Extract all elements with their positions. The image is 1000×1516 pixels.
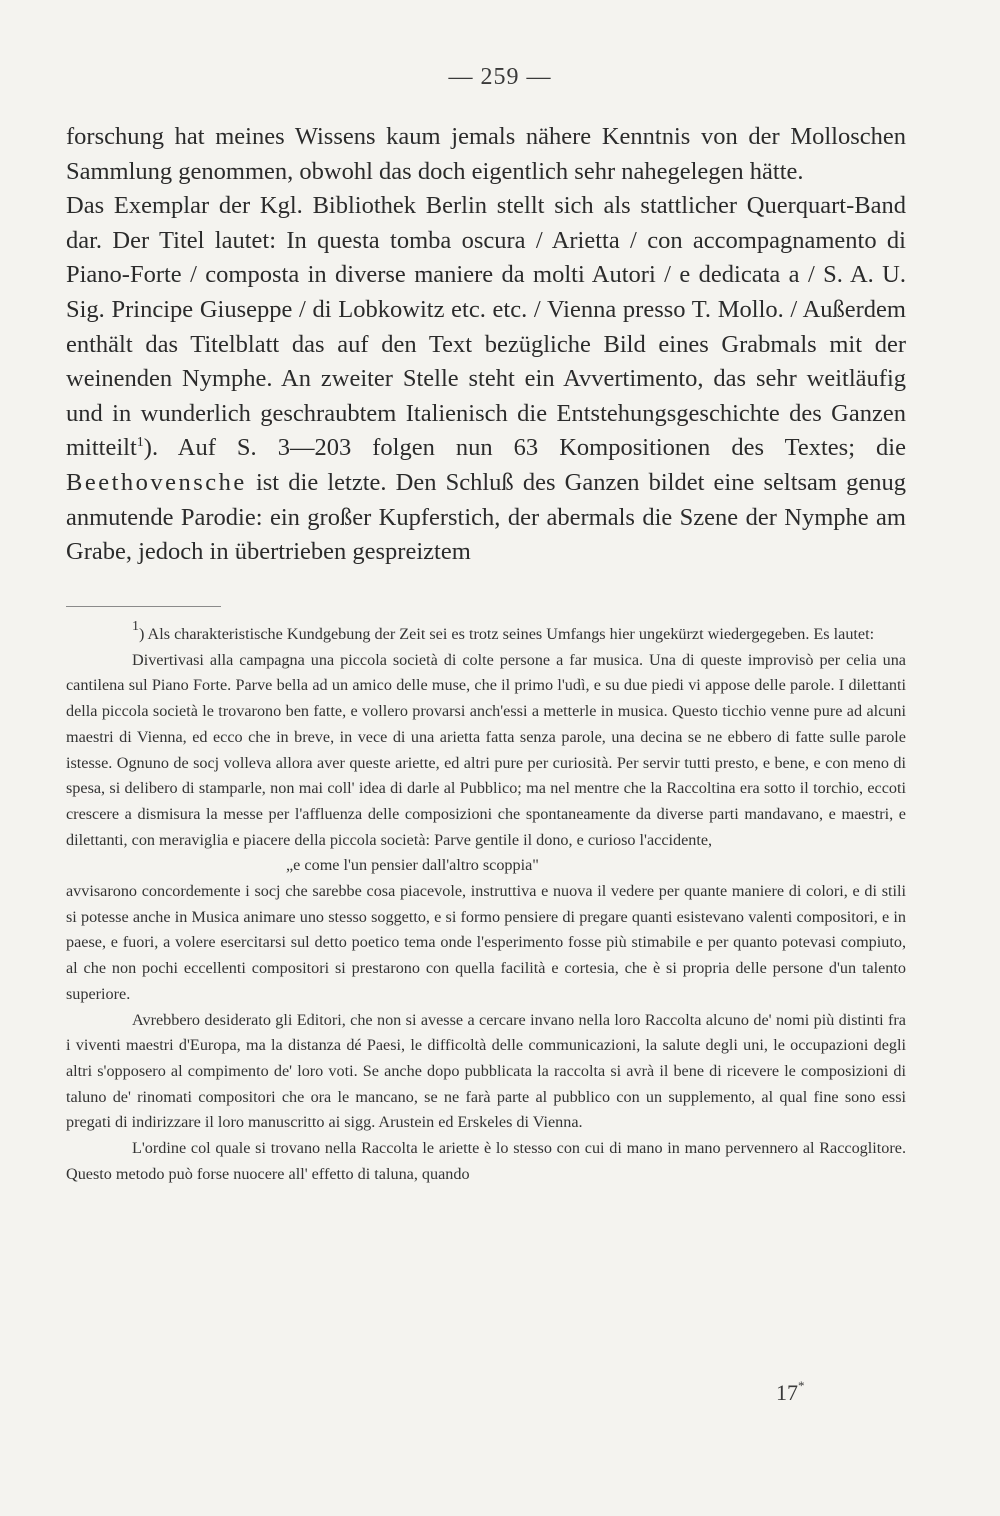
footnote-marker: 1 <box>132 619 139 634</box>
spaced-name: Beethovensche <box>66 468 247 496</box>
footnote-intro-text: ) Als charakteristische Kundgebung der Zeit sei es trotz seines Umfangs hier ungekürzt wiedergegeben. Es lautet: <box>139 625 875 643</box>
signature-star: * <box>798 1378 805 1393</box>
signature-mark <box>776 1380 805 1406</box>
paragraph-2-part-c: ist die letzte. Den Schluß des Ganzen bildet eine seltsam genug anmutende Parodie: ein großer Kupferstich, der abermals die Szene der Nymphe am Grabe, jedoch in übertrieben gespreiztem <box>66 468 906 566</box>
signature-number: 17 <box>776 1380 798 1405</box>
paragraph-1: forschung hat meines Wissens kaum jemals nähere Kenntnis von der Molloschen Sammlung genommen, obwohl das doch eigentlich sehr nahegelegen hätte. <box>66 123 906 185</box>
footnote-ref: 1 <box>136 435 144 451</box>
footnote-quote: „e come l'un pensier dall'altro scoppia" <box>286 856 539 875</box>
paragraph-2 <box>66 189 906 570</box>
paragraph-2-part-a: Das Exemplar der Kgl. Bibliothek Berlin stellt sich als stattlicher Querquart-Band dar. Der Titel lautet: In questa tomba oscura / Arietta / con accompagnamento di Piano-Forte / composta in diverse maniere da molti Autori / e dedicata a / S. A. U. Sig. Principe Giuseppe / di Lobkowitz etc. etc. / Vienna presso T. Mollo. / Außerdem enthält das Titelblatt das auf den Text bezügliche Bild eines Grabmals mit der weinenden Nymphe. An zweiter Stelle steht ein Avvertimento, das sehr weitläufig und in wunderlich geschraubtem Italienisch die Entstehungsgeschichte des Ganzen mitteilt <box>66 192 906 462</box>
footnote-paragraph-2: avvisarono concordemente i socj che sarebbe cosa piacevole, instruttiva e nuova il vedere per quante maniere di colori, e di stili si potesse anche in Musica animare uno stesso soggetto, e si formo pensiere di pregare quanti esistevano valenti compositori, e in paese, e fuori, a volere esercitarsi sul detto poetico tema onde l'esperimento fosse più stimabile e per quanto potevasi compiuto, al che non pochi eccellenti compositori si prestarono con quella facilità e cortesia, che è si propria delle persone d'un talento superiore. <box>66 882 906 1003</box>
paragraph-2-part-b: ). Auf S. 3—203 folgen nun 63 Kompositionen des Textes; die <box>143 434 906 462</box>
footnote-rule <box>66 606 221 607</box>
footnote-paragraph-4: L'ordine col quale si trovano nella Raccolta le ariette è lo stesso con cui di mano in mano pervennero al Raccoglitore. Questo metodo può forse nuocere all' effetto di taluna, quando <box>66 1139 906 1183</box>
footnote-intro <box>66 619 906 648</box>
footnote-paragraph-3: Avrebbero desiderato gli Editori, che non si avesse a cercare invano nella loro Raccolta alcuno de' nomi più distinti fra i viventi maestri d'Europa, ma la distanza dé Paesi, le difficoltà delle communicazioni, la salute degli uni, le occupazioni degli altri s'opposero al compimento de' loro voti. Se anche dopo pubblicata la raccolta si avrà il bene di ricevere le composizioni di taluno de' rinomati compositori che ora le mancano, se ne farà parte al pubblico con un supplemento, al qual fine sono essi pregati di indirizzare il loro manuscritto ai sigg. Arustein ed Erskeles di Vienna. <box>66 1010 906 1132</box>
page-number: — 259 — <box>448 64 552 90</box>
main-text <box>66 120 906 570</box>
footnote-paragraph-1: Divertivasi alla campagna una piccola società di colte persone a far musica. Una di queste improvisò per celia una cantilena sul Piano Forte. Parve bella ad un amico delle muse, che il primo l'udì, e su due piedi vi appose delle parole. I dilettanti della piccola società le trovarono ben fatte, e vollero provarsi anch'essi a metterle in musica. Questo ticchio venne pure ad alcuni maestri di Vienna, ed ecco che in breve, in vece di una arietta fatta senza parole, una decina se ne ebbero di fatte sulle parole istesse. Ognuno de socj volleva allora aver queste ariette, ed altri pure per curiosità. Per servir tutti presto, e bene, e con meno di spesa, si delibero di stamparle, non mai coll' idea di darle al Pubblico; ma nel mentre che la Raccoltina era sotto il torchio, eccoti crescere a dismisura la messe per l'affluenza delle composizioni che spontaneamente da diverse parti mandavano, e maestri, e dilettanti, con meraviglia e piacere della piccola società: Parve gentile il dono, e curioso l'accidente, <box>66 650 906 849</box>
footnotes <box>66 619 906 1187</box>
